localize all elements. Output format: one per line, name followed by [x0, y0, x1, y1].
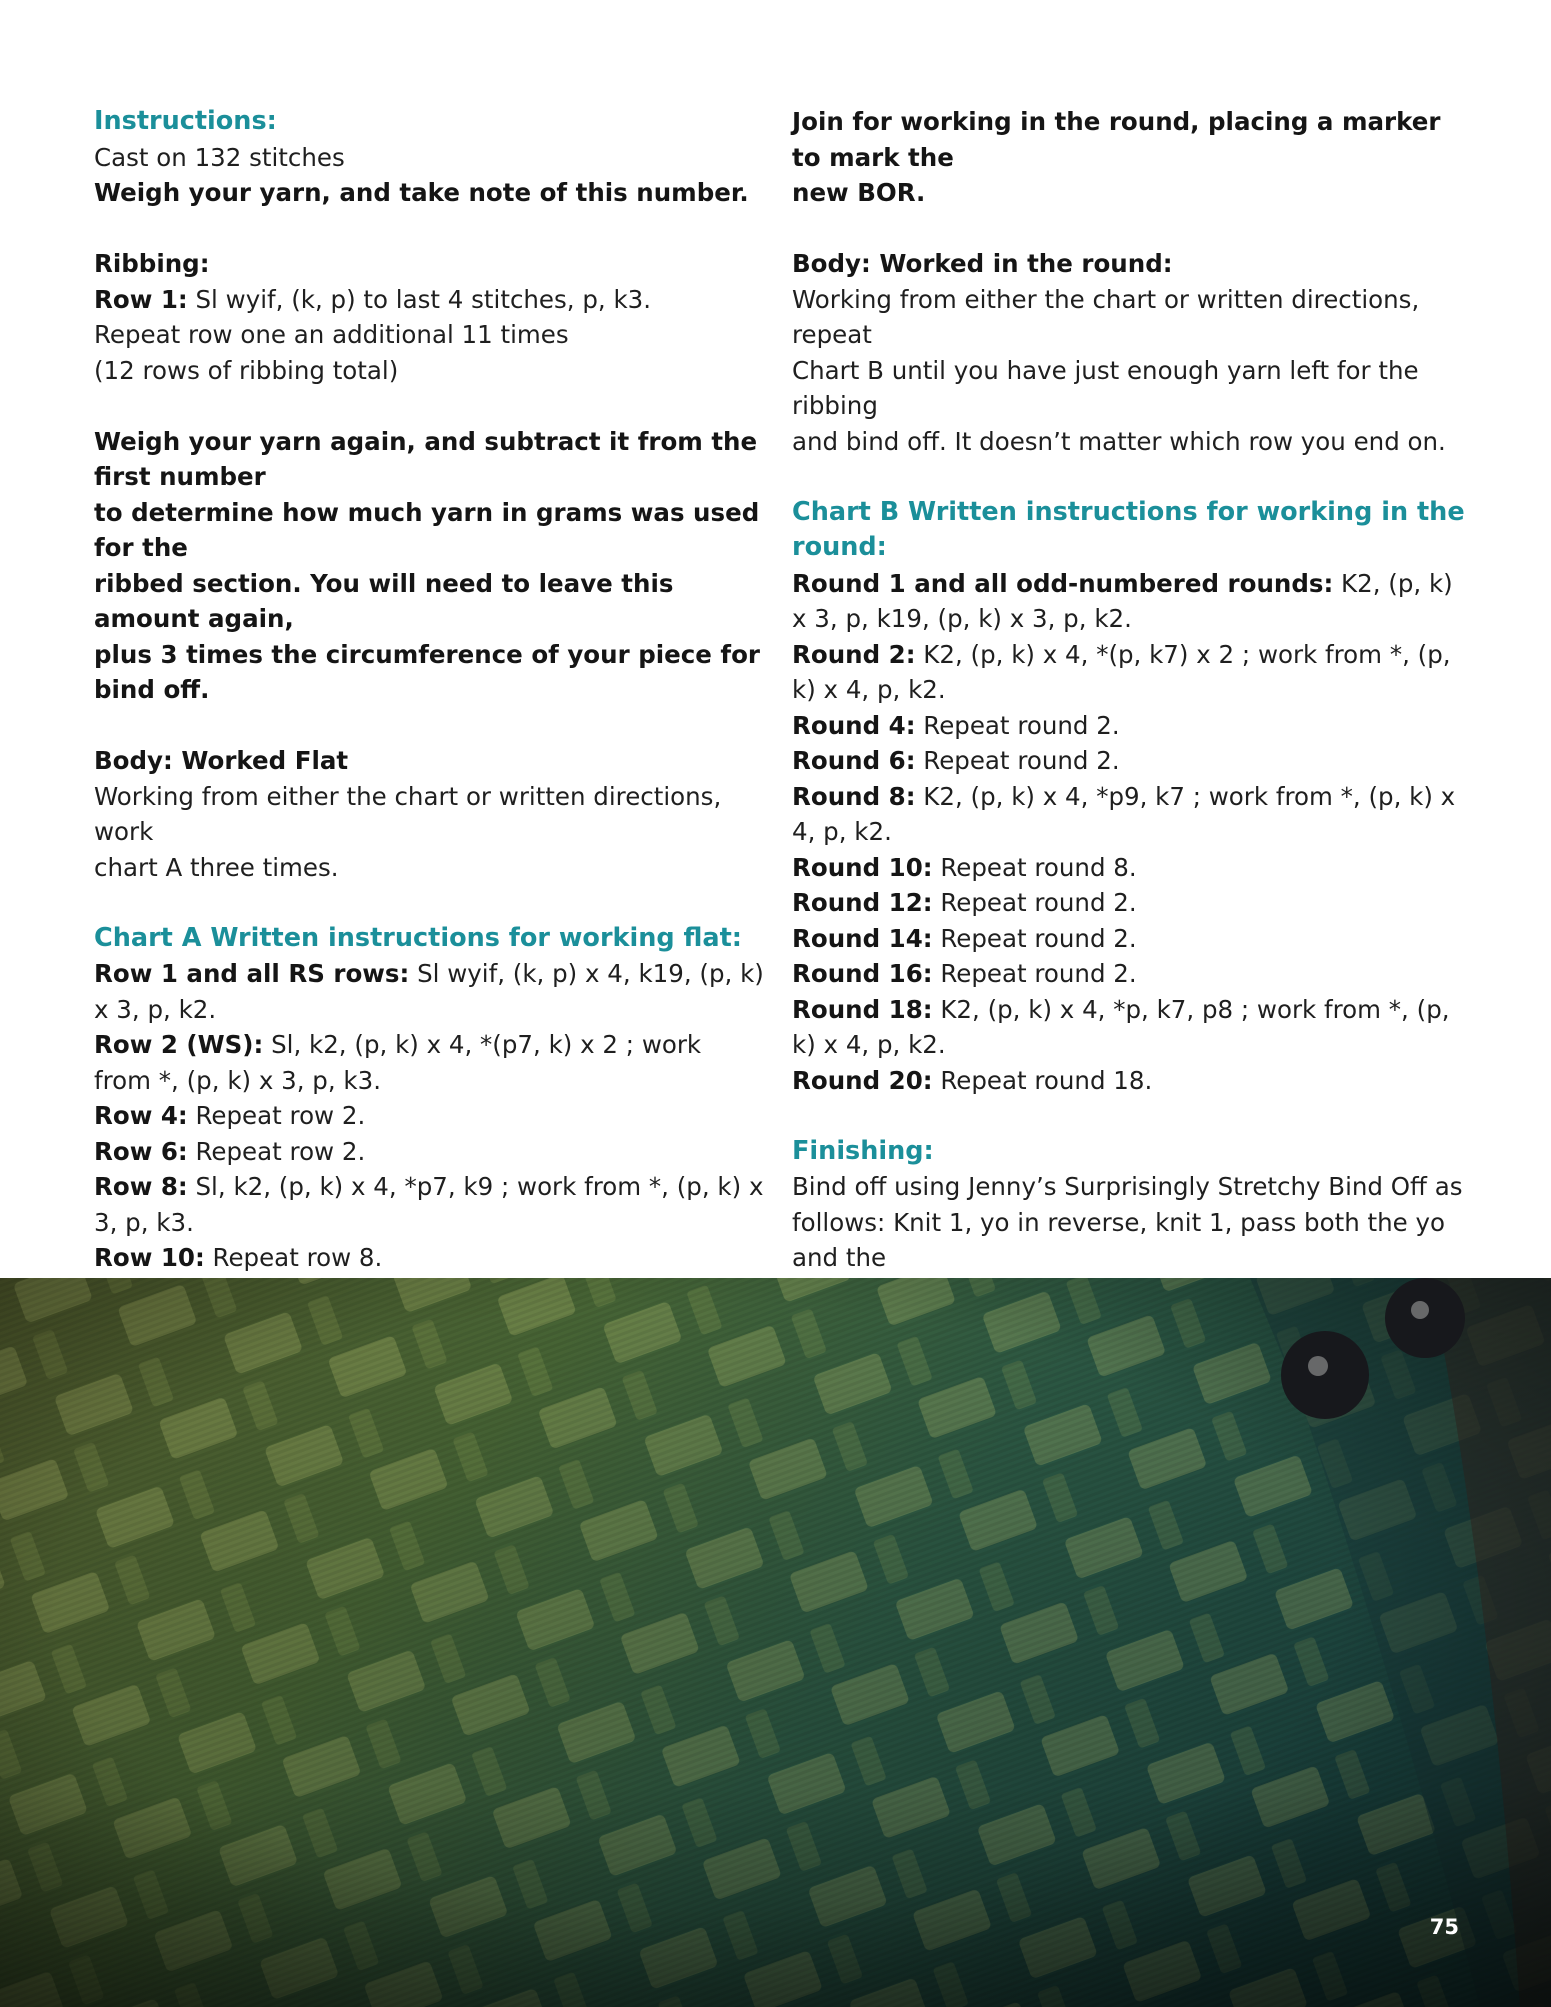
chart-b-round [792, 885, 1472, 921]
knitted-fabric-photo [0, 1278, 1551, 2007]
chart-b-round [792, 566, 1472, 637]
round-text: Repeat round 2. [915, 746, 1120, 775]
chart-a-row [94, 1134, 764, 1170]
join-line-2: new BOR. [792, 178, 926, 207]
chart-a-heading: Chart A Written instructions for working flat: [94, 922, 742, 953]
row-text: Repeat row 2. [187, 1136, 366, 1166]
row-text: Sl wyif, (k, p) x 4, k19, (p, k) x 3, p, k2. [94, 959, 764, 1024]
chart-b-round [792, 743, 1472, 779]
round-text: Repeat round 2. [932, 959, 1137, 988]
chart-b-round [792, 921, 1472, 957]
round-label: Round 2: [792, 639, 916, 669]
row-label: Row 2 (WS): [94, 1030, 264, 1059]
body-round-line-1: Working from either the chart or written directions, repeat [792, 284, 1420, 349]
round-text: K2, (p, k) x 4, *(p, k7) x 2 ; work from *, (p, k) x 4, p, k2. [792, 639, 1451, 704]
weigh-again-line-4: plus 3 times the circumference of your piece for bind off. [94, 639, 760, 704]
page-number: 75 [1429, 1915, 1459, 1939]
row-label: Row 10: [94, 1243, 205, 1272]
round-label: Round 8: [792, 781, 916, 811]
round-label: Round 14: [792, 923, 933, 953]
row-text: Repeat row 2. [187, 1101, 366, 1130]
body-round-line-3: and bind off. It doesn’t matter which row you end on. [792, 426, 1446, 456]
round-label: Round 6: [792, 746, 916, 775]
chart-b-round [792, 956, 1472, 992]
chart-a-row [94, 1098, 764, 1134]
round-text: Repeat round 2. [932, 888, 1137, 917]
body-flat-heading: Body: Worked Flat [94, 746, 349, 775]
weigh-again-line-1: Weigh your yarn again, and subtract it from the first number [94, 426, 758, 491]
round-label: Round 16: [792, 959, 933, 988]
round-label: Round 4: [792, 710, 916, 740]
weigh-again-line-2: to determine how much yarn in grams was used for the [94, 497, 760, 562]
finishing-line-1: Bind off using Jenny’s Surprisingly Stretchy Bind Off as [792, 1172, 1463, 1201]
row-label: Row 1: [94, 284, 188, 314]
row-text: Sl, k2, (p, k) x 4, *p7, k9 ; work from *, (p, k) x 3, p, k3. [94, 1172, 764, 1237]
round-text: Repeat round 8. [932, 852, 1137, 882]
round-text: K2, (p, k) x 4, *p, k7, p8 ; work from *, (p, k) x 4, p, k2. [792, 994, 1450, 1059]
chart-b-round [792, 708, 1472, 744]
body-round-heading: Body: Worked in the round: [792, 249, 1173, 278]
chart-b-round [792, 992, 1472, 1063]
round-text: Repeat round 2. [915, 710, 1120, 740]
button-icon [1385, 1278, 1465, 1358]
round-label: Round 1 and all odd-numbered rounds: [792, 568, 1334, 598]
chart-b-heading: Chart B Written instructions for working in the round: [792, 496, 1465, 562]
row-label: Row 1 and all RS rows: [94, 959, 410, 988]
round-text: Repeat round 2. [932, 923, 1137, 953]
join-line-1: Join for working in the round, placing a marker to mark the [792, 107, 1441, 172]
body-flat-line-1: Working from either the chart or written directions, work [94, 781, 722, 846]
ribbing-row-1 [94, 282, 764, 318]
weigh-again-line-3: ribbed section. You will need to leave this amount again, [94, 568, 674, 633]
round-text: K2, (p, k) x 3, p, k19, (p, k) x 3, p, k2. [792, 568, 1453, 633]
body-flat-line-2: chart A three times. [94, 852, 339, 882]
chart-b-round [792, 1063, 1472, 1099]
row-label: Row 6: [94, 1136, 188, 1166]
chart-a-row [94, 1027, 764, 1098]
body-round-line-2: Chart B until you have just enough yarn left for the ribbing [792, 355, 1419, 420]
row-text: Sl wyif, (k, p) to last 4 stitches, p, k3. [187, 284, 652, 314]
row-label: Row 8: [94, 1172, 188, 1201]
round-text: Repeat round 18. [932, 1065, 1153, 1095]
chart-b-round [792, 779, 1472, 850]
right-column [792, 104, 1472, 1418]
finishing-line-2: follows: Knit 1, yo in reverse, knit 1, pass both the yo and the [792, 1207, 1445, 1272]
round-text: K2, (p, k) x 4, *p9, k7 ; work from *, (p, k) x 4, p, k2. [792, 781, 1456, 846]
row-text: Sl, k2, (p, k) x 4, *(p7, k) x 2 ; work from *, (p, k) x 3, p, k3. [94, 1030, 702, 1095]
round-label: Round 12: [792, 888, 933, 917]
weigh-note: Weigh your yarn, and take note of this number. [94, 178, 749, 207]
finishing-heading: Finishing: [792, 1135, 934, 1166]
ribbing-total-text: (12 rows of ribbing total) [94, 355, 399, 385]
row-text: Repeat row 8. [204, 1243, 383, 1272]
round-label: Round 18: [792, 994, 933, 1024]
chart-a-row [94, 956, 764, 1027]
chart-a-row [94, 1240, 764, 1276]
round-label: Round 20: [792, 1065, 933, 1095]
repeat-row-text: Repeat row one an additional 11 times [94, 320, 569, 349]
ribbing-heading: Ribbing: [94, 249, 210, 278]
round-label: Round 10: [792, 852, 933, 882]
button-icon [1281, 1331, 1369, 1419]
chart-b-rounds [792, 566, 1472, 1099]
chart-b-round [792, 850, 1472, 886]
instructions-heading: Instructions: [94, 106, 277, 136]
cast-on-text: Cast on 132 stitches [94, 142, 345, 172]
chart-b-round [792, 637, 1472, 708]
chart-a-row [94, 1169, 764, 1240]
row-label: Row 4: [94, 1101, 188, 1130]
